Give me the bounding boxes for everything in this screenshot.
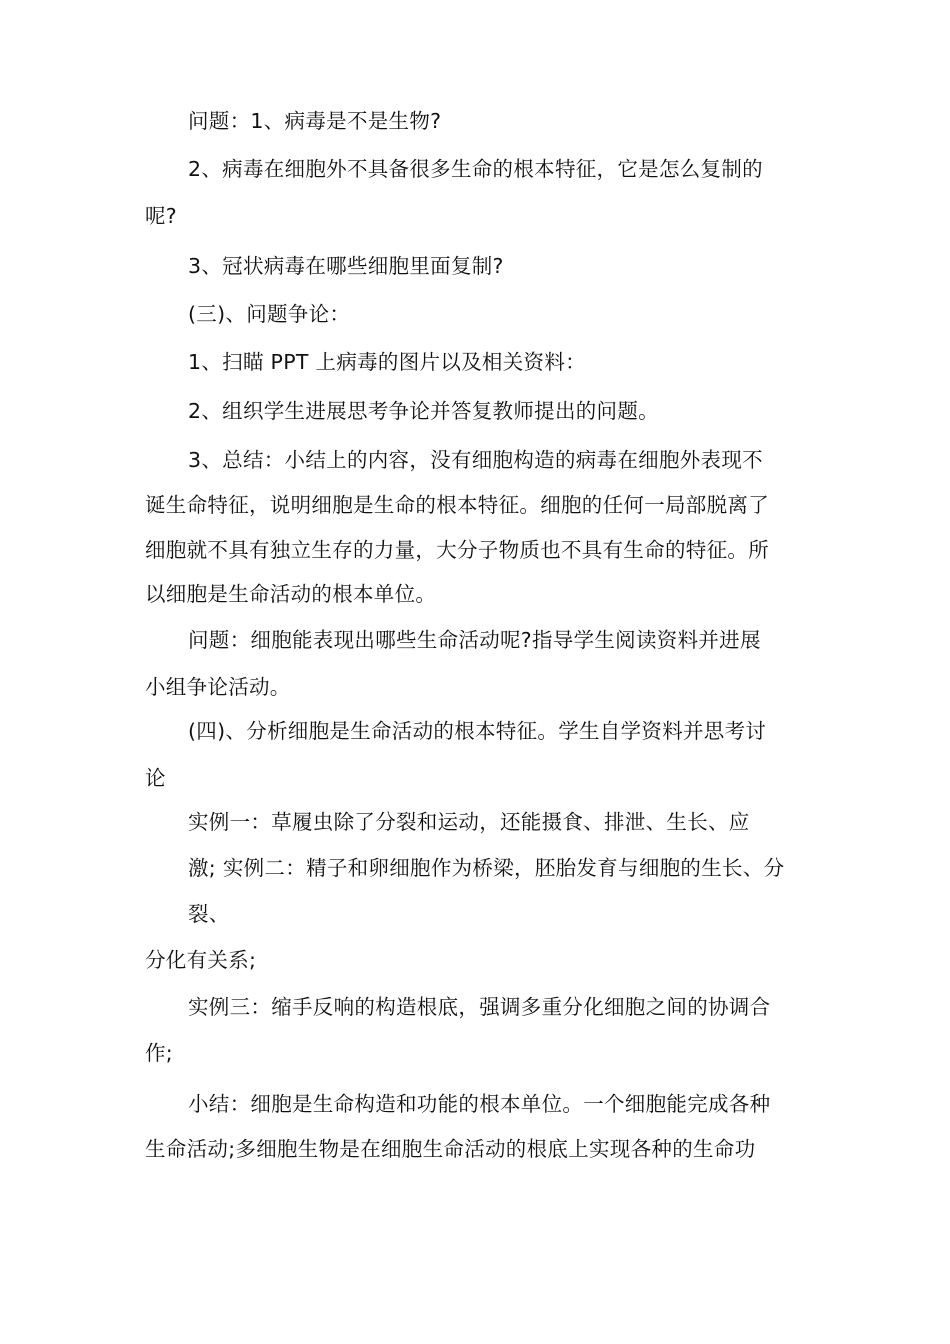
step-1-line: 1、扫瞄 PPT 上病毒的图片以及相关资料： xyxy=(188,350,586,374)
summary-line-4: 以细胞是生命活动的根本单位。 xyxy=(145,582,437,606)
question-activity-continuation: 小组争论活动。 xyxy=(145,675,291,699)
question-2-continuation: 呢? xyxy=(145,204,177,228)
question-1-line: 问题：1、病毒是不是生物? xyxy=(188,109,442,133)
summary-line-1: 3、总结：小结上的内容，没有细胞构造的病毒在细胞外表现不 xyxy=(188,448,763,472)
example-3-line: 实例三：缩手反响的构造根底，强调多重分化细胞之间的协调合 xyxy=(188,995,771,1019)
example-2-line: 激; 实例二：精子和卵细胞作为桥梁，胚胎发育与细胞的生长、分 xyxy=(188,856,785,880)
summary-line-3: 细胞就不具有独立生存的力量，大分子物质也不具有生命的特征。所 xyxy=(145,538,769,562)
question-3-line: 3、冠状病毒在哪些细胞里面复制? xyxy=(188,254,504,278)
conclusion-line-1: 小结：细胞是生命构造和功能的根本单位。一个细胞能完成各种 xyxy=(188,1092,771,1116)
summary-line-2: 诞生命特征，说明细胞是生命的根本特征。细胞的任何一局部脱离了 xyxy=(145,493,769,517)
example-1-line: 实例一：草履虫除了分裂和运动，还能摄食、排泄、生长、应 xyxy=(188,810,750,834)
question-activity-line: 问题：细胞能表现出哪些生命活动呢?指导学生阅读资料并进展 xyxy=(188,628,761,652)
section-3-heading: (三)、问题争论： xyxy=(188,302,351,326)
question-2-line: 2、病毒在细胞外不具备很多生命的根本特征，它是怎么复制的 xyxy=(188,157,763,181)
conclusion-line-2: 生命活动;多细胞生物是在细胞生命活动的根底上实现各种的生命功 xyxy=(145,1137,756,1161)
step-2-line: 2、组织学生进展思考争论并答复教师提出的问题。 xyxy=(188,399,659,423)
example-2-continuation: 裂、 xyxy=(188,902,230,926)
example-3-continuation: 作; xyxy=(145,1041,174,1065)
section-4-continuation: 论 xyxy=(145,766,166,790)
example-2-end: 分化有关系; xyxy=(145,948,257,972)
section-4-heading: (四)、分析细胞是生命活动的根本特征。学生自学资料并思考讨 xyxy=(188,719,767,743)
